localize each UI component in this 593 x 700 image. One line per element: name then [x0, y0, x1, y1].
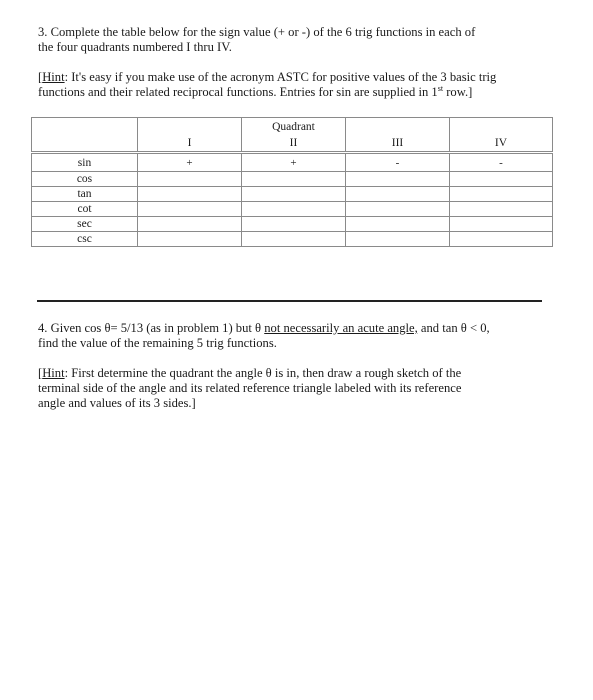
sign-cell[interactable]	[346, 217, 450, 232]
problem4-text: 4. Given cos θ= 5/13 (as in problem 1) but θ	[38, 321, 265, 335]
problem4-line2: find the value of the remaining 5 trig functions.	[38, 336, 277, 350]
quadrant-3-header: III	[346, 135, 450, 153]
function-label-cot: cot	[32, 202, 138, 217]
quadrant-1-header: I	[138, 135, 242, 153]
table-row	[32, 217, 553, 232]
sign-cell[interactable]	[138, 172, 242, 187]
sign-cell[interactable]	[242, 202, 346, 217]
header-blank-cell	[346, 118, 450, 136]
problem4-hint-line1	[38, 366, 558, 381]
problem3-line1: 3. Complete the table below for the sign value (+ or -) of the 6 trig functions in each of	[38, 25, 476, 39]
sign-cell[interactable]	[242, 217, 346, 232]
quadrant-2-header: II	[242, 135, 346, 153]
function-label-csc: csc	[32, 232, 138, 247]
sign-cell: +	[242, 153, 346, 172]
quadrant-4-header: IV	[450, 135, 553, 153]
hint-label: Hint	[42, 70, 65, 84]
sign-cell[interactable]	[346, 172, 450, 187]
sign-cell[interactable]	[242, 232, 346, 247]
function-label-cos: cos	[32, 172, 138, 187]
hint-bracket: [	[38, 366, 43, 380]
problem4-text: and tan θ < 0,	[417, 321, 490, 335]
sign-cell: -	[450, 153, 553, 172]
sign-cell[interactable]	[346, 187, 450, 202]
quadrant-number-row	[32, 135, 553, 153]
sign-cell: -	[346, 153, 450, 172]
header-blank-cell	[450, 118, 553, 136]
table-row	[32, 172, 553, 187]
problem3-hint-line1	[38, 70, 558, 85]
sign-cell[interactable]	[138, 232, 242, 247]
sign-cell[interactable]	[346, 202, 450, 217]
header-blank-cell	[32, 135, 138, 153]
function-label-sec: sec	[32, 217, 138, 232]
function-label-sin: sin	[32, 153, 138, 172]
problem4-statement	[38, 321, 558, 351]
sign-cell[interactable]	[138, 187, 242, 202]
sign-cell[interactable]	[138, 202, 242, 217]
sign-cell[interactable]	[450, 172, 553, 187]
sign-cell[interactable]	[450, 202, 553, 217]
table-row	[32, 202, 553, 217]
sign-cell[interactable]	[242, 187, 346, 202]
problem4-hint	[38, 366, 558, 411]
sign-cell[interactable]	[450, 232, 553, 247]
problem4-hint-line2: terminal side of the angle and its related reference triangle labeled with its reference	[38, 381, 462, 395]
table-row	[32, 187, 553, 202]
hint-text: functions and their related reciprocal functions. Entries for sin are supplied in 1	[38, 85, 438, 99]
sign-cell: +	[138, 153, 242, 172]
header-blank-cell	[138, 118, 242, 136]
problem4-line1	[38, 321, 558, 336]
sign-cell[interactable]	[450, 217, 553, 232]
emphasis-underlined: not necessarily an acute angle,	[264, 321, 418, 335]
function-label-tan: tan	[32, 187, 138, 202]
section-divider	[37, 300, 542, 302]
hint-bracket: [	[38, 70, 43, 84]
hint-label: Hint	[42, 366, 65, 380]
problem3-statement	[38, 25, 558, 55]
sign-cell[interactable]	[346, 232, 450, 247]
table-row	[32, 153, 553, 172]
sign-table	[31, 117, 553, 247]
problem3-hint	[38, 70, 558, 100]
problem3-hint-line2	[38, 85, 558, 100]
table-header-row	[32, 118, 553, 136]
sign-cell[interactable]	[450, 187, 553, 202]
problem4-hint-line3: angle and values of its 3 sides.]	[38, 396, 196, 410]
header-blank-cell	[32, 118, 138, 136]
superscript-st: st	[437, 83, 444, 93]
hint-text: row.]	[443, 85, 473, 99]
quadrant-header: Quadrant	[242, 118, 346, 136]
sign-cell[interactable]	[242, 172, 346, 187]
table-row	[32, 232, 553, 247]
sign-cell[interactable]	[138, 217, 242, 232]
hint-text: : It's easy if you make use of the acronym ASTC for positive values of the 3 basic trig	[64, 70, 497, 84]
hint-text: : First determine the quadrant the angle θ is in, then draw a rough sketch of the	[64, 366, 462, 380]
problem3-line2: the four quadrants numbered I thru IV.	[38, 40, 232, 54]
